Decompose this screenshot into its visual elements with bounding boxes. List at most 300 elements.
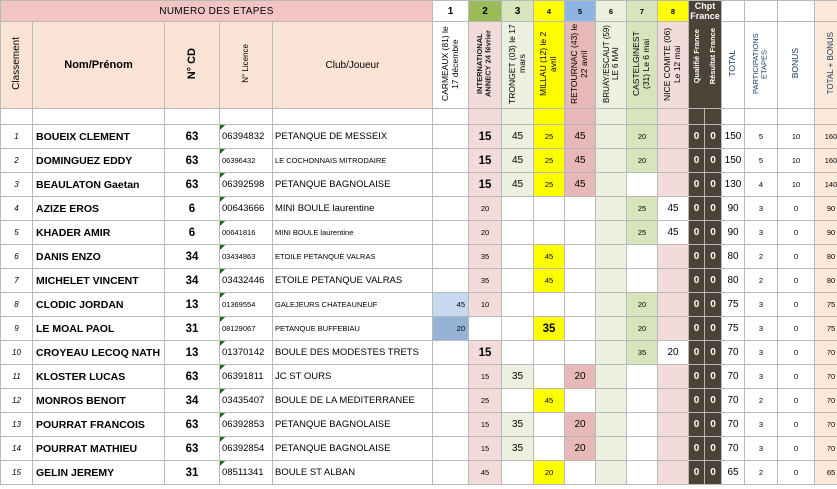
stage-score-cell[interactable]: 15 <box>469 413 502 437</box>
qualifie-cell[interactable]: 0 <box>689 245 705 269</box>
table-row[interactable] <box>1 197 837 221</box>
stage-score-cell[interactable]: 20 <box>627 293 658 317</box>
total-cell[interactable]: 70 <box>722 413 745 437</box>
rank-cell[interactable]: 11 <box>1 365 33 389</box>
stage-score-cell[interactable]: 35 <box>502 365 534 389</box>
total-cell[interactable]: 90 <box>722 197 745 221</box>
total-cell[interactable]: 75 <box>722 317 745 341</box>
stage-score-cell[interactable] <box>502 389 534 413</box>
total-bonus-cell[interactable]: 75 <box>815 293 837 317</box>
licence-cell[interactable]: 03432446 <box>220 269 273 293</box>
stage-score-cell[interactable]: 20 <box>433 317 469 341</box>
stage-score-cell[interactable] <box>565 317 596 341</box>
rank-cell[interactable]: 5 <box>1 221 33 245</box>
player-name-cell[interactable]: CROYEAU LECOQ NATH <box>33 341 165 365</box>
stage-score-cell[interactable] <box>658 293 689 317</box>
rank-cell[interactable]: 1 <box>1 125 33 149</box>
stage-score-cell[interactable]: 15 <box>469 365 502 389</box>
stage-score-cell[interactable] <box>596 437 627 461</box>
total-bonus-cell[interactable]: 140 <box>815 173 837 197</box>
licence-cell[interactable]: 00643666 <box>220 197 273 221</box>
total-bonus-cell[interactable]: 90 <box>815 221 837 245</box>
qualifie-cell[interactable]: 0 <box>689 149 705 173</box>
total-cell[interactable]: 130 <box>722 173 745 197</box>
qualifie-cell[interactable]: 0 <box>689 413 705 437</box>
stage-score-cell[interactable] <box>627 437 658 461</box>
stage-score-cell[interactable] <box>565 197 596 221</box>
total-bonus-cell[interactable]: 75 <box>815 317 837 341</box>
cd-cell[interactable]: 31 <box>165 461 220 485</box>
stage-score-cell[interactable] <box>596 461 627 485</box>
participations-cell[interactable]: 4 <box>745 173 778 197</box>
stage-score-cell[interactable] <box>658 389 689 413</box>
club-cell[interactable]: BOULE DE LA MEDITERRANEE <box>273 389 433 413</box>
stage-score-cell[interactable]: 20 <box>627 125 658 149</box>
resultat-cell[interactable]: 0 <box>705 365 722 389</box>
stage-score-cell[interactable] <box>502 341 534 365</box>
participations-cell[interactable]: 2 <box>745 389 778 413</box>
resultat-cell[interactable]: 0 <box>705 197 722 221</box>
stage-score-cell[interactable]: 10 <box>469 293 502 317</box>
stage-score-cell[interactable]: 45 <box>534 389 565 413</box>
licence-cell[interactable]: 08129067 <box>220 317 273 341</box>
stage-score-cell[interactable]: 15 <box>469 149 502 173</box>
stage-score-cell[interactable] <box>596 173 627 197</box>
cd-cell[interactable]: 63 <box>165 125 220 149</box>
total-bonus-cell[interactable]: 70 <box>815 437 837 461</box>
qualifie-cell[interactable]: 0 <box>689 341 705 365</box>
club-cell[interactable]: PETANQUE BAGNOLAISE <box>273 413 433 437</box>
resultat-cell[interactable]: 0 <box>705 245 722 269</box>
cd-cell[interactable]: 6 <box>165 221 220 245</box>
stage-score-cell[interactable]: 25 <box>469 389 502 413</box>
licence-cell[interactable]: 03434863 <box>220 245 273 269</box>
stage-score-cell[interactable] <box>658 173 689 197</box>
stage-score-cell[interactable]: 15 <box>469 125 502 149</box>
table-row[interactable] <box>1 293 837 317</box>
stage-score-cell[interactable] <box>502 461 534 485</box>
stage-score-cell[interactable]: 45 <box>469 461 502 485</box>
table-row[interactable] <box>1 221 837 245</box>
qualifie-cell[interactable]: 0 <box>689 173 705 197</box>
stage-score-cell[interactable] <box>433 149 469 173</box>
stage-score-cell[interactable] <box>433 365 469 389</box>
total-cell[interactable]: 90 <box>722 221 745 245</box>
rank-cell[interactable]: 7 <box>1 269 33 293</box>
rank-cell[interactable]: 3 <box>1 173 33 197</box>
cd-cell[interactable]: 13 <box>165 341 220 365</box>
resultat-cell[interactable]: 0 <box>705 173 722 197</box>
stage-score-cell[interactable] <box>433 245 469 269</box>
rank-cell[interactable]: 4 <box>1 197 33 221</box>
bonus-cell[interactable]: 10 <box>778 149 815 173</box>
stage-score-cell[interactable]: 45 <box>534 245 565 269</box>
stage-score-cell[interactable] <box>565 221 596 245</box>
club-cell[interactable]: PETANQUE BAGNOLAISE <box>273 437 433 461</box>
licence-cell[interactable]: 03435407 <box>220 389 273 413</box>
total-bonus-cell[interactable]: 70 <box>815 413 837 437</box>
table-row[interactable] <box>1 173 837 197</box>
total-bonus-cell[interactable]: 65 <box>815 461 837 485</box>
player-name-cell[interactable]: MICHELET VINCENT <box>33 269 165 293</box>
bonus-cell[interactable]: 0 <box>778 269 815 293</box>
stage-score-cell[interactable] <box>627 413 658 437</box>
stage-score-cell[interactable] <box>502 269 534 293</box>
licence-cell[interactable]: 01369554 <box>220 293 273 317</box>
stage-score-cell[interactable]: 45 <box>565 173 596 197</box>
table-row[interactable] <box>1 125 837 149</box>
club-cell[interactable]: JC ST OURS <box>273 365 433 389</box>
stage-score-cell[interactable] <box>658 125 689 149</box>
bonus-cell[interactable]: 10 <box>778 173 815 197</box>
stage-score-cell[interactable]: 45 <box>502 149 534 173</box>
licence-cell[interactable]: 06392853 <box>220 413 273 437</box>
stage-score-cell[interactable] <box>534 365 565 389</box>
table-row[interactable] <box>1 269 837 293</box>
stage-score-cell[interactable] <box>596 221 627 245</box>
stage-score-cell[interactable] <box>596 317 627 341</box>
rank-cell[interactable]: 15 <box>1 461 33 485</box>
stage-score-cell[interactable] <box>534 437 565 461</box>
licence-cell[interactable]: 06392854 <box>220 437 273 461</box>
stage-score-cell[interactable]: 20 <box>534 461 565 485</box>
total-bonus-cell[interactable]: 160 <box>815 149 837 173</box>
bonus-cell[interactable]: 0 <box>778 221 815 245</box>
stage-score-cell[interactable] <box>534 197 565 221</box>
player-name-cell[interactable]: BOUEIX CLEMENT <box>33 125 165 149</box>
stage-score-cell[interactable]: 20 <box>627 149 658 173</box>
participations-cell[interactable]: 5 <box>745 125 778 149</box>
stage-score-cell[interactable]: 45 <box>658 197 689 221</box>
total-cell[interactable]: 70 <box>722 389 745 413</box>
stage-score-cell[interactable] <box>596 341 627 365</box>
participations-cell[interactable]: 3 <box>745 197 778 221</box>
licence-cell[interactable]: 06396432 <box>220 149 273 173</box>
stage-score-cell[interactable]: 20 <box>565 365 596 389</box>
participations-cell[interactable]: 3 <box>745 317 778 341</box>
total-cell[interactable]: 150 <box>722 125 745 149</box>
stage-score-cell[interactable]: 45 <box>502 125 534 149</box>
club-cell[interactable]: PETANQUE BAGNOLAISE <box>273 173 433 197</box>
player-name-cell[interactable]: AZIZE EROS <box>33 197 165 221</box>
table-row[interactable] <box>1 149 837 173</box>
cd-cell[interactable]: 63 <box>165 173 220 197</box>
rank-cell[interactable]: 14 <box>1 437 33 461</box>
stage-score-cell[interactable]: 25 <box>627 221 658 245</box>
stage-score-cell[interactable] <box>433 221 469 245</box>
stage-score-cell[interactable] <box>502 245 534 269</box>
rank-cell[interactable]: 10 <box>1 341 33 365</box>
stage-score-cell[interactable] <box>433 413 469 437</box>
resultat-cell[interactable]: 0 <box>705 221 722 245</box>
qualifie-cell[interactable]: 0 <box>689 365 705 389</box>
participations-cell[interactable]: 3 <box>745 365 778 389</box>
stage-score-cell[interactable] <box>565 461 596 485</box>
total-bonus-cell[interactable]: 70 <box>815 341 837 365</box>
bonus-cell[interactable]: 0 <box>778 461 815 485</box>
total-bonus-cell[interactable]: 90 <box>815 197 837 221</box>
table-row[interactable] <box>1 461 837 485</box>
stage-score-cell[interactable]: 20 <box>565 413 596 437</box>
participations-cell[interactable]: 3 <box>745 341 778 365</box>
total-cell[interactable]: 150 <box>722 149 745 173</box>
total-cell[interactable]: 80 <box>722 269 745 293</box>
table-row[interactable] <box>1 437 837 461</box>
resultat-cell[interactable]: 0 <box>705 341 722 365</box>
bonus-cell[interactable]: 0 <box>778 341 815 365</box>
rank-cell[interactable]: 12 <box>1 389 33 413</box>
stage-score-cell[interactable]: 15 <box>469 341 502 365</box>
stage-score-cell[interactable] <box>433 173 469 197</box>
stage-score-cell[interactable] <box>627 269 658 293</box>
qualifie-cell[interactable]: 0 <box>689 269 705 293</box>
club-cell[interactable]: MINI BOULE laurentine <box>273 197 433 221</box>
total-cell[interactable]: 70 <box>722 341 745 365</box>
stage-score-cell[interactable]: 35 <box>502 413 534 437</box>
stage-score-cell[interactable]: 35 <box>469 269 502 293</box>
stage-score-cell[interactable] <box>565 389 596 413</box>
stage-score-cell[interactable]: 35 <box>627 341 658 365</box>
total-cell[interactable]: 75 <box>722 293 745 317</box>
stage-score-cell[interactable] <box>627 461 658 485</box>
stage-score-cell[interactable] <box>627 389 658 413</box>
table-row[interactable] <box>1 341 837 365</box>
qualifie-cell[interactable]: 0 <box>689 317 705 341</box>
table-row[interactable] <box>1 245 837 269</box>
stage-score-cell[interactable] <box>534 221 565 245</box>
participations-cell[interactable]: 5 <box>745 149 778 173</box>
bonus-cell[interactable]: 0 <box>778 437 815 461</box>
licence-cell[interactable]: 06394832 <box>220 125 273 149</box>
stage-score-cell[interactable]: 45 <box>502 173 534 197</box>
cd-cell[interactable]: 13 <box>165 293 220 317</box>
stage-score-cell[interactable]: 20 <box>627 317 658 341</box>
resultat-cell[interactable]: 0 <box>705 149 722 173</box>
player-name-cell[interactable]: GELIN JEREMY <box>33 461 165 485</box>
stage-score-cell[interactable]: 45 <box>433 293 469 317</box>
resultat-cell[interactable]: 0 <box>705 269 722 293</box>
participations-cell[interactable]: 3 <box>745 437 778 461</box>
player-name-cell[interactable]: LE MOAL PAOL <box>33 317 165 341</box>
player-name-cell[interactable]: POURRAT MATHIEU <box>33 437 165 461</box>
club-cell[interactable]: BOULE ST ALBAN <box>273 461 433 485</box>
club-cell[interactable]: LE COCHONNAIS MITRODAIRE <box>273 149 433 173</box>
club-cell[interactable]: PETANQUE BUFFEBIAU <box>273 317 433 341</box>
club-cell[interactable]: MINI BOULE laurentine <box>273 221 433 245</box>
stage-score-cell[interactable] <box>502 317 534 341</box>
total-bonus-cell[interactable]: 80 <box>815 245 837 269</box>
resultat-cell[interactable]: 0 <box>705 125 722 149</box>
stage-score-cell[interactable] <box>658 317 689 341</box>
resultat-cell[interactable]: 0 <box>705 293 722 317</box>
stage-score-cell[interactable]: 35 <box>469 245 502 269</box>
stage-score-cell[interactable]: 20 <box>469 197 502 221</box>
rank-cell[interactable]: 2 <box>1 149 33 173</box>
cd-cell[interactable]: 31 <box>165 317 220 341</box>
stage-score-cell[interactable] <box>565 245 596 269</box>
player-name-cell[interactable]: KHADER AMIR <box>33 221 165 245</box>
participations-cell[interactable]: 2 <box>745 269 778 293</box>
stage-score-cell[interactable] <box>534 293 565 317</box>
cd-cell[interactable]: 34 <box>165 269 220 293</box>
total-bonus-cell[interactable]: 160 <box>815 125 837 149</box>
table-row[interactable] <box>1 389 837 413</box>
stage-score-cell[interactable]: 35 <box>502 437 534 461</box>
club-cell[interactable]: GALEJEURS CHATEAUNEUF <box>273 293 433 317</box>
qualifie-cell[interactable]: 0 <box>689 293 705 317</box>
resultat-cell[interactable]: 0 <box>705 413 722 437</box>
total-bonus-cell[interactable]: 70 <box>815 365 837 389</box>
stage-score-cell[interactable] <box>596 365 627 389</box>
stage-score-cell[interactable] <box>433 437 469 461</box>
licence-cell[interactable]: 06391811 <box>220 365 273 389</box>
stage-score-cell[interactable]: 35 <box>534 317 565 341</box>
stage-score-cell[interactable] <box>502 197 534 221</box>
stage-score-cell[interactable] <box>502 293 534 317</box>
bonus-cell[interactable]: 0 <box>778 317 815 341</box>
stage-score-cell[interactable] <box>565 293 596 317</box>
cd-cell[interactable]: 34 <box>165 389 220 413</box>
qualifie-cell[interactable]: 0 <box>689 461 705 485</box>
bonus-cell[interactable]: 10 <box>778 125 815 149</box>
stage-score-cell[interactable] <box>658 269 689 293</box>
stage-score-cell[interactable]: 25 <box>627 197 658 221</box>
qualifie-cell[interactable]: 0 <box>689 221 705 245</box>
licence-cell[interactable]: 01370142 <box>220 341 273 365</box>
bonus-cell[interactable]: 0 <box>778 389 815 413</box>
player-name-cell[interactable]: BEAULATON Gaetan <box>33 173 165 197</box>
participations-cell[interactable]: 3 <box>745 221 778 245</box>
licence-cell[interactable]: 06392598 <box>220 173 273 197</box>
participations-cell[interactable]: 3 <box>745 293 778 317</box>
cd-cell[interactable]: 63 <box>165 437 220 461</box>
stage-score-cell[interactable] <box>658 245 689 269</box>
stage-score-cell[interactable] <box>658 437 689 461</box>
stage-score-cell[interactable] <box>565 341 596 365</box>
stage-score-cell[interactable] <box>565 269 596 293</box>
club-cell[interactable]: PETANQUE DE MESSEIX <box>273 125 433 149</box>
table-row[interactable] <box>1 413 837 437</box>
licence-cell[interactable]: 00641816 <box>220 221 273 245</box>
rank-cell[interactable]: 13 <box>1 413 33 437</box>
player-name-cell[interactable]: MONROS BENOIT <box>33 389 165 413</box>
resultat-cell[interactable]: 0 <box>705 437 722 461</box>
stage-score-cell[interactable] <box>596 413 627 437</box>
stage-score-cell[interactable] <box>596 149 627 173</box>
resultat-cell[interactable]: 0 <box>705 461 722 485</box>
rank-cell[interactable]: 6 <box>1 245 33 269</box>
qualifie-cell[interactable]: 0 <box>689 125 705 149</box>
stage-score-cell[interactable] <box>627 173 658 197</box>
stage-score-cell[interactable] <box>658 149 689 173</box>
bonus-cell[interactable]: 0 <box>778 245 815 269</box>
total-bonus-cell[interactable]: 70 <box>815 389 837 413</box>
stage-score-cell[interactable]: 20 <box>658 341 689 365</box>
stage-score-cell[interactable] <box>596 125 627 149</box>
resultat-cell[interactable]: 0 <box>705 317 722 341</box>
stage-score-cell[interactable]: 15 <box>469 437 502 461</box>
club-cell[interactable]: ETOILE PETANQUE VALRAS <box>273 245 433 269</box>
stage-score-cell[interactable]: 25 <box>534 173 565 197</box>
stage-score-cell[interactable] <box>596 197 627 221</box>
player-name-cell[interactable]: KLOSTER LUCAS <box>33 365 165 389</box>
total-cell[interactable]: 70 <box>722 365 745 389</box>
stage-score-cell[interactable] <box>433 389 469 413</box>
stage-score-cell[interactable] <box>596 245 627 269</box>
bonus-cell[interactable]: 0 <box>778 365 815 389</box>
stage-score-cell[interactable]: 45 <box>565 125 596 149</box>
stage-score-cell[interactable] <box>596 293 627 317</box>
player-name-cell[interactable]: DOMINGUEZ EDDY <box>33 149 165 173</box>
licence-cell[interactable]: 08511341 <box>220 461 273 485</box>
stage-score-cell[interactable] <box>627 245 658 269</box>
club-cell[interactable]: ETOILE PETANQUE VALRAS <box>273 269 433 293</box>
cd-cell[interactable]: 34 <box>165 245 220 269</box>
participations-cell[interactable]: 2 <box>745 245 778 269</box>
total-cell[interactable]: 65 <box>722 461 745 485</box>
stage-score-cell[interactable] <box>469 317 502 341</box>
bonus-cell[interactable]: 0 <box>778 413 815 437</box>
total-cell[interactable]: 70 <box>722 437 745 461</box>
stage-score-cell[interactable] <box>627 365 658 389</box>
table-row[interactable] <box>1 317 837 341</box>
bonus-cell[interactable]: 0 <box>778 293 815 317</box>
player-name-cell[interactable]: POURRAT FRANCOIS <box>33 413 165 437</box>
table-row[interactable] <box>1 365 837 389</box>
stage-score-cell[interactable] <box>433 461 469 485</box>
participations-cell[interactable]: 2 <box>745 461 778 485</box>
stage-score-cell[interactable] <box>596 269 627 293</box>
rank-cell[interactable]: 9 <box>1 317 33 341</box>
club-cell[interactable]: BOULE DES MODESTES TRETS <box>273 341 433 365</box>
cd-cell[interactable]: 6 <box>165 197 220 221</box>
qualifie-cell[interactable]: 0 <box>689 197 705 221</box>
stage-score-cell[interactable] <box>433 341 469 365</box>
stage-score-cell[interactable]: 45 <box>534 269 565 293</box>
stage-score-cell[interactable]: 25 <box>534 125 565 149</box>
cd-cell[interactable]: 63 <box>165 365 220 389</box>
stage-score-cell[interactable] <box>534 341 565 365</box>
qualifie-cell[interactable]: 0 <box>689 437 705 461</box>
cd-cell[interactable]: 63 <box>165 149 220 173</box>
stage-score-cell[interactable] <box>596 389 627 413</box>
stage-score-cell[interactable] <box>502 221 534 245</box>
total-bonus-cell[interactable]: 80 <box>815 269 837 293</box>
stage-score-cell[interactable]: 45 <box>565 149 596 173</box>
stage-score-cell[interactable] <box>658 413 689 437</box>
player-name-cell[interactable]: CLODIC JORDAN <box>33 293 165 317</box>
cd-cell[interactable]: 63 <box>165 413 220 437</box>
qualifie-cell[interactable]: 0 <box>689 389 705 413</box>
resultat-cell[interactable]: 0 <box>705 389 722 413</box>
stage-score-cell[interactable] <box>658 461 689 485</box>
bonus-cell[interactable]: 0 <box>778 197 815 221</box>
stage-score-cell[interactable] <box>658 365 689 389</box>
participations-cell[interactable]: 3 <box>745 413 778 437</box>
stage-score-cell[interactable]: 25 <box>534 149 565 173</box>
stage-score-cell[interactable]: 45 <box>658 221 689 245</box>
stage-score-cell[interactable] <box>433 197 469 221</box>
stage-score-cell[interactable]: 20 <box>469 221 502 245</box>
rank-cell[interactable]: 8 <box>1 293 33 317</box>
stage-score-cell[interactable] <box>433 269 469 293</box>
stage-score-cell[interactable] <box>433 125 469 149</box>
stage-score-cell[interactable]: 20 <box>565 437 596 461</box>
total-cell[interactable]: 80 <box>722 245 745 269</box>
stage-score-cell[interactable] <box>534 413 565 437</box>
stage-score-cell[interactable]: 15 <box>469 173 502 197</box>
player-name-cell[interactable]: DANIS ENZO <box>33 245 165 269</box>
